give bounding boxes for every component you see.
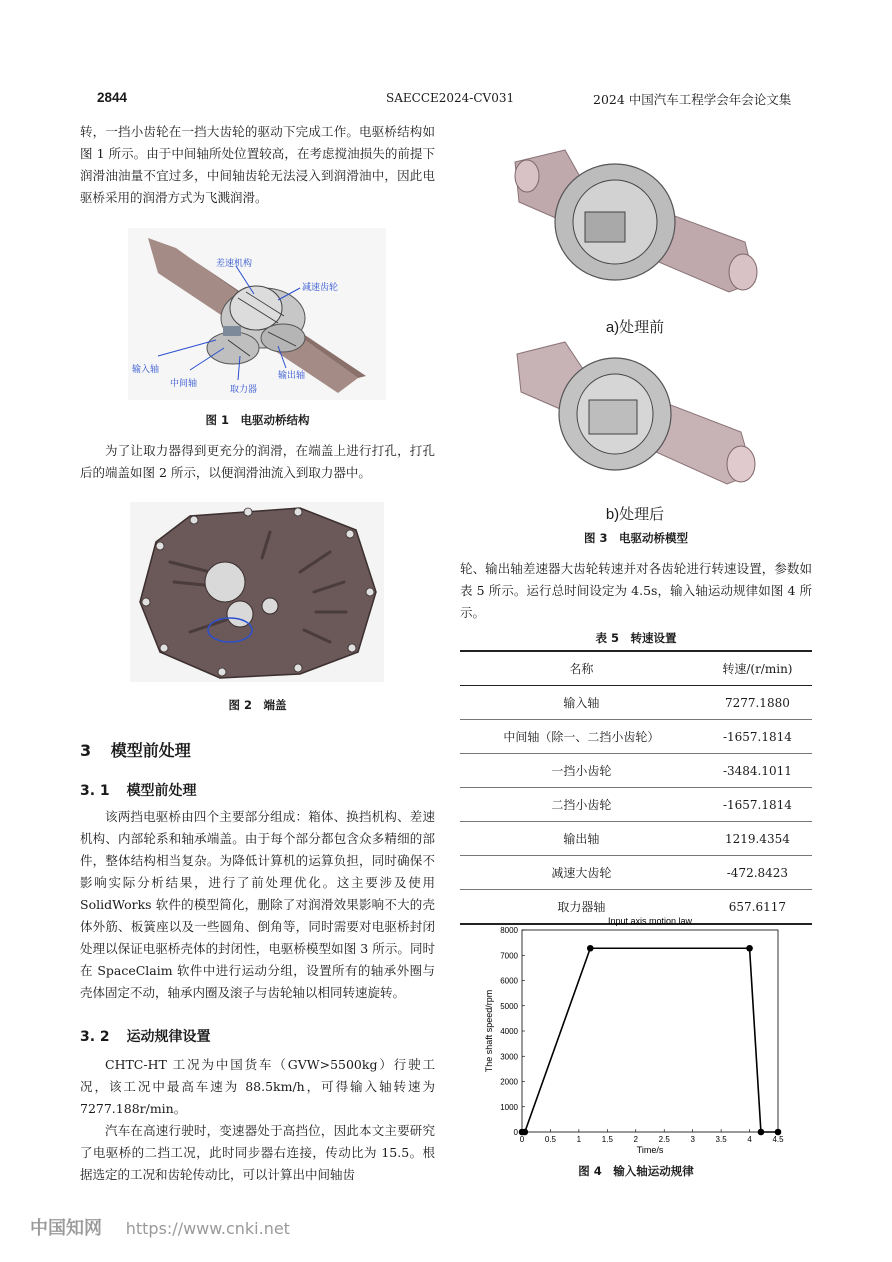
fig1-label-output: 输出轴 (278, 371, 306, 381)
section-3-title: 模型前处理 (110, 741, 191, 760)
table-cell-speed: -3484.1011 (722, 763, 792, 778)
x-tick-label: 0 (519, 1135, 525, 1144)
paragraph-3-2a-text: CHTC-HT 工况为中国货车（GVW>5500kg）行驶工况，该工况中最高车速为 88.5km/h，可得输入轴转速为 7277.188r/min。 (80, 1057, 435, 1116)
x-tick-label: 2 (633, 1135, 639, 1144)
right-paragraph (460, 558, 812, 624)
fig1-label-pto: 取力器 (230, 385, 258, 395)
data-point (587, 945, 594, 952)
table-cell-name: 减速大齿轮 (551, 866, 612, 880)
table-cell-speed: -1657.1814 (722, 797, 792, 812)
x-tick-label: 3 (690, 1135, 695, 1144)
figure-2-image (130, 502, 384, 682)
table-cell-name: 取力器轴 (557, 900, 606, 914)
table-row (460, 686, 812, 720)
fig1-label-diff: 差速机构 (216, 259, 253, 269)
table-5-title: 表 5 转速设置 (595, 631, 677, 645)
right-paragraph-text: 轮、输出轴差速器大齿轮转速并对各齿轮进行转速设置，参数如表 5 所示。运行总时间设定为 4.5s，输入轴运动规律如图 4 所示。 (460, 561, 812, 620)
fig1-label-middle: 中间轴 (170, 379, 198, 389)
figure-3a-sublabel: a)处理前 (605, 319, 665, 336)
page-number: 2844 (97, 90, 128, 105)
y-tick-label: 5000 (500, 1001, 518, 1011)
paragraph-2-text: 为了让取力器得到更充分的润滑，在端盖上进行打孔，打孔后的端盖如图 2 所示，以便润滑油流入到取力器中。 (80, 443, 435, 480)
section-3-2-title: 运动规律设置 (126, 1029, 211, 1045)
x-tick-label: 1.5 (601, 1135, 613, 1144)
x-tick-label: 4.5 (772, 1135, 784, 1144)
y-tick-label: 8000 (500, 926, 518, 935)
x-tick-label: 4 (747, 1135, 752, 1144)
journal-title: 2024 中国汽车工程学会年会论文集 (593, 92, 792, 107)
table-cell-name: 一挡小齿轮 (551, 764, 612, 778)
figure-3a-image (505, 142, 765, 310)
table-header-speed: 转速/(r/min) (722, 662, 793, 676)
intro-paragraph (80, 121, 435, 209)
y-tick-label: 6000 (500, 976, 518, 986)
y-tick-label: 0 (513, 1128, 518, 1137)
table-cell-speed: -1657.1814 (722, 729, 792, 744)
y-tick-label: 1000 (500, 1102, 518, 1112)
watermark-url: https://www.cnki.net (125, 1219, 290, 1238)
y-tick-label: 3000 (500, 1052, 518, 1062)
y-tick-label: 2000 (500, 1077, 518, 1087)
section-3-2-number: 3. 2 (80, 1029, 110, 1045)
section-3-heading (80, 738, 191, 761)
fig1-label-reduction: 减速齿轮 (302, 283, 339, 293)
paragraph-2 (80, 440, 435, 484)
y-tick-label: 7000 (500, 951, 518, 961)
x-tick-label: 3.5 (715, 1135, 727, 1144)
table-row (460, 788, 812, 822)
figure-3-caption: 图 3 电驱动桥模型 (583, 531, 688, 545)
watermark-site-name: 中国知网 (30, 1218, 102, 1239)
intro-text: 转，一挡小齿轮在一挡大齿轮的驱动下完成工作。电驱桥结构如图 1 所示。由于中间轴所处位置较高，在考虑搅油损失的前提下润滑油油量不宜过多，中间轴齿轮无法浸入到润滑油中，因此电驱桥采用的润滑方式为飞溅润滑。 (80, 124, 435, 205)
figure-1-image (128, 228, 386, 400)
paper-code: SAECCE2024-CV031 (386, 91, 515, 105)
cnki-watermark (30, 1214, 290, 1240)
figure-2-caption: 图 2 端盖 (228, 698, 287, 712)
table-cell-speed: 7277.1880 (724, 695, 790, 710)
data-point (775, 1129, 782, 1136)
table-header-row (460, 651, 812, 686)
paragraph-3-1 (80, 806, 435, 1004)
table-row (460, 754, 812, 788)
chart-svg (478, 910, 796, 1162)
table-cell-name: 输入轴 (563, 696, 600, 710)
paragraph-3-2 (80, 1054, 435, 1186)
paragraph-3-2b-text: 汽车在高速行驶时，变速器处于高挡位，因此本文主要研究了电驱桥的二挡工况，此时同步器右连接，传动比为 15.5。根据选定的工况和齿轮传动比，可以计算出中间轴齿 (80, 1123, 435, 1182)
table-cell-speed: 657.6117 (728, 899, 787, 914)
x-tick-label: 0.5 (544, 1135, 557, 1144)
fig1-label-input: 输入轴 (132, 365, 160, 375)
data-point (522, 1129, 529, 1136)
chart-title: Input axis motion law (607, 916, 693, 926)
paragraph-3-1-text: 该两挡电驱桥由四个主要部分组成：箱体、换挡机构、差速机构、内部轮系和轴承端盖。由于每个部分都包含众多精细的部件，整体结构相当复杂。为降低计算机的运算负担，同时确保不影响实际分析结果，进行了前处理优化。这主要涉及使用 SolidWorks 软件的模型简化，删除了对润滑效果影响不大的壳体外筋、板簧座以及一些圆角、倒角等，同时需要对电驱桥封闭处理以保证电驱桥壳体的封闭性，电驱桥模型如图 3 所示。同时在 SpaceClaim 软件中进行运动分组，设置所有的轴承外圈与壳体固定不动，轴承内圈及滚子与齿轮轴以相同转速旋转。 (80, 809, 435, 1000)
table-row (460, 856, 812, 890)
table-cell-speed: -472.8423 (726, 865, 789, 880)
figure-4-chart (478, 910, 796, 1162)
table-row (460, 720, 812, 754)
y-axis-label: The shaft speed/rpm (484, 989, 494, 1073)
section-3-2-heading (80, 1026, 211, 1046)
table-cell-name: 二挡小齿轮 (551, 798, 612, 812)
table-cell-name: 中间轴（除一、二挡小齿轮） (503, 730, 660, 744)
figure-3b-sublabel: b)处理后 (605, 506, 665, 523)
x-tick-label: 1 (576, 1135, 582, 1144)
figure-4-caption: 图 4 输入轴运动规律 (578, 1164, 694, 1178)
x-axis-label: Time/s (636, 1145, 664, 1155)
data-point (746, 945, 753, 952)
x-tick-label: 2.5 (658, 1135, 670, 1144)
figure-3b-image (505, 336, 765, 496)
table-header-name: 名称 (569, 662, 594, 676)
section-3-number: 3 (80, 741, 92, 760)
figure-1-caption: 图 1 电驱动桥结构 (205, 413, 310, 427)
y-tick-label: 4000 (500, 1027, 518, 1036)
section-3-1-heading (80, 780, 197, 800)
table-cell-speed: 1219.4354 (724, 831, 790, 846)
table-row (460, 822, 812, 856)
section-3-1-number: 3. 1 (80, 783, 110, 799)
table-5 (460, 650, 812, 925)
table-cell-name: 输出轴 (563, 832, 600, 846)
data-point (758, 1129, 765, 1136)
section-3-1-title: 模型前处理 (126, 783, 197, 799)
